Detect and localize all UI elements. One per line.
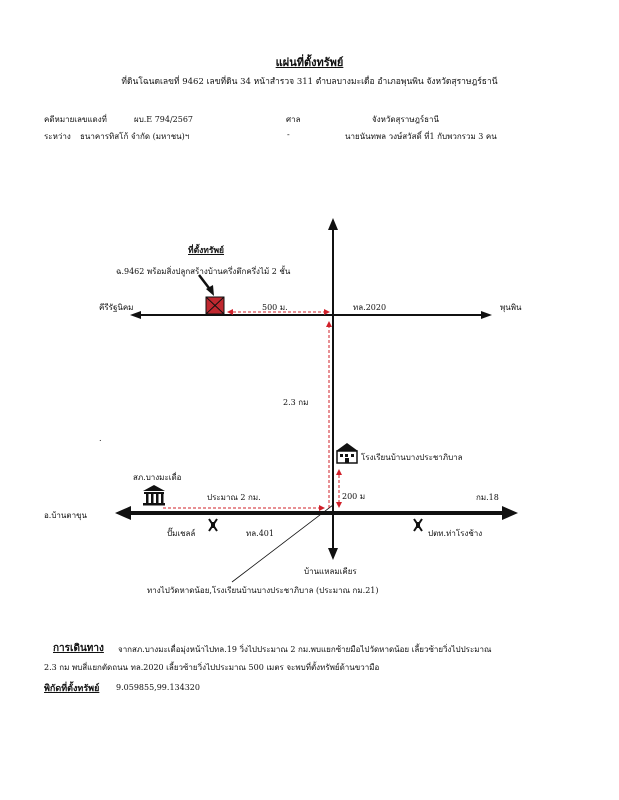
dash-separator: - [287, 130, 290, 139]
label-road-2020: ทล.2020 [353, 303, 387, 312]
ptt-station-icon [414, 519, 422, 531]
case-number: ผบ.E 794/2567 [134, 115, 194, 124]
coordinates-value: 9.059855,99.134320 [116, 683, 200, 692]
page-title: แผ่นที่ตั้งทรัพย์ [275, 56, 344, 69]
property-heading: ที่ตั้งทรัพย์ [188, 246, 225, 256]
case-label: คดีหมายเลขแดงที่ [44, 115, 107, 124]
label-side-road-note: ทางไปวัดหาดน้อย,โรงเรียนบ้านบางประชาภิบาล (ประมาณ กม.21) [147, 586, 379, 595]
south-arrow-head [328, 548, 338, 560]
directions-heading: การเดินทาง [53, 643, 104, 654]
property-description: ฉ.9462 พร้อมสิ่งปลูกสร้างบ้านครึ่งตึกครึ่งไม้ 2 ชั้น [116, 267, 291, 276]
court-name: จังหวัดสุราษฎร์ธานี [372, 115, 440, 124]
stray-dot: . [99, 434, 102, 443]
label-ptt-station: ปตท.ท่าโรงช้าง [428, 529, 483, 538]
label-ban-laem-khian: บ้านแหลมเคียร [304, 567, 357, 576]
label-2-3km: 2.3 กม [283, 398, 309, 407]
upper-road-east-arrow [481, 311, 492, 319]
label-200m: 200 ม [342, 492, 366, 501]
plaintiff-name: ธนาคารทิสโก้ จำกัด (มหาชน)ฯ [80, 132, 190, 141]
property-subtitle: ที่ดินโฉนดเลขที่ 9462 เลขที่ดิน 34 หน้าสำรวจ 311 ตำบลบางมะเดื่อ อำเภอพุนพิน จังหวัดสุราษฎร์ธานี [121, 77, 498, 87]
directions-line-1: จากสภ.บางมะเดื่อมุ่งหน้าไปทล.19 วิ่งไปประมาณ 2 กม.พบแยกซ้ายมือไปวัดหาดน้อย เลี้ยวซ้ายวิ่งไปประมาณ [118, 645, 492, 654]
police-station-icon [143, 485, 165, 506]
between-label: ระหว่าง [44, 132, 71, 141]
north-arrow-head [328, 218, 338, 230]
gas-pump-icon [209, 519, 217, 531]
lower-road-west-arrow [115, 506, 131, 520]
label-police-station: สภ.บางมะเดื่อ [133, 473, 182, 482]
defendant-name: นายนันทพล วงษ์สวัสดิ์ ที่1 กับพวกรวม 3 คน [345, 132, 497, 141]
label-ban-ta-khun: อ.บ้านตาขุน [44, 511, 88, 520]
property-marker [206, 297, 224, 314]
coordinates-heading: พิกัดที่ตั้งทรัพย์ [44, 684, 100, 694]
label-approx-2km: ประมาณ 2 กม. [207, 493, 261, 502]
label-shell-station: ปั๊มเชลล์ [167, 529, 196, 538]
label-km18: กม.18 [476, 493, 499, 502]
lower-road-east-arrow [502, 506, 518, 520]
label-khiri-rat-nikhom: คีรีรัฐนิคม [99, 303, 134, 312]
label-500m: 500 ม. [262, 303, 288, 312]
label-road-401: ทล.401 [246, 529, 274, 538]
label-school: โรงเรียนบ้านบางประชาภิบาล [361, 453, 463, 462]
court-label: ศาล [286, 115, 301, 124]
school-icon [336, 443, 358, 463]
directions-line-2: 2.3 กม พบสี่แยกตัดถนน ทล.2020 เลี้ยวซ้ายวิ่งไปประมาณ 500 เมตร จะพบที่ตั้งทรัพย์ด้านขวามือ [44, 663, 380, 672]
label-phunphin: พุนพิน [500, 303, 522, 312]
